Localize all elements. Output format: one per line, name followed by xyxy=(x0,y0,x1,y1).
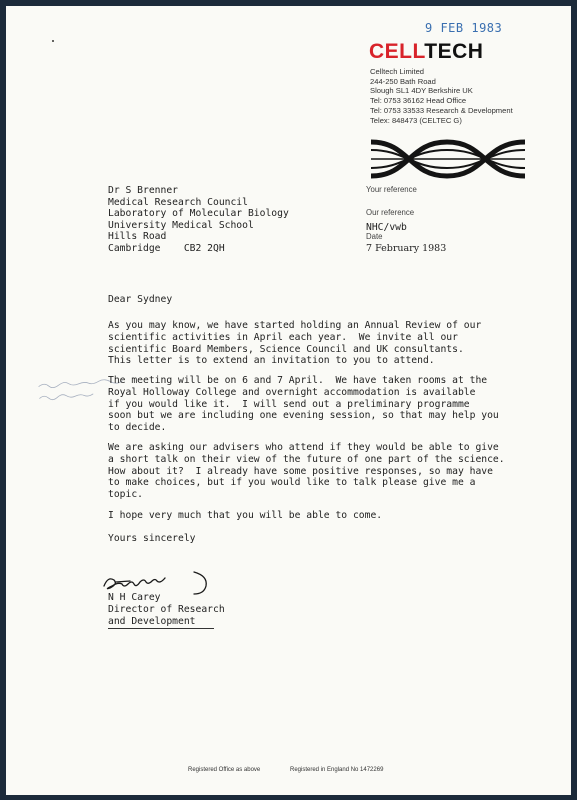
signatory-title-2: and Development xyxy=(108,616,214,629)
address-line: Slough SL1 4DY Berkshire UK xyxy=(370,86,473,96)
paragraph-2: The meeting will be on 6 and 7 April. We have taken rooms at the Royal Holloway College and overnight accommodation is available if you would like it. I will send out a preliminary programme soon but we are including one evening session, so that may help you to decide. xyxy=(108,375,499,434)
recipient-line: Dr S Brenner xyxy=(108,185,178,196)
company-address xyxy=(370,67,513,125)
company-logo xyxy=(369,40,483,64)
recipient-address xyxy=(108,185,289,255)
recipient-line: Medical Research Council xyxy=(108,196,248,208)
your-reference-label: Your reference xyxy=(366,185,417,194)
recipient-line: Cambridge CB2 2QH xyxy=(108,242,225,254)
signatory-name: N H Carey xyxy=(108,592,161,603)
paragraph-4: I hope very much that you will be able to come. xyxy=(108,510,383,521)
salutation: Dear Sydney xyxy=(108,294,173,305)
letter-page xyxy=(6,6,571,795)
received-date-stamp: 9 FEB 1983 xyxy=(425,21,503,35)
logo-black-part: TECH xyxy=(424,40,484,63)
logo-red-part: CELL xyxy=(369,40,425,63)
our-reference-value: NHC/vwb xyxy=(366,222,407,233)
address-line: Celltech Limited xyxy=(370,67,425,76)
recipient-line: Laboratory of Molecular Biology xyxy=(108,208,289,220)
our-reference-label: Our reference xyxy=(366,208,415,217)
recipient-line: University Medical School xyxy=(108,219,254,231)
paragraph-3: We are asking our advisers who attend if they would be able to give a short talk on their view of the future of one part of the science. How about it? I already have some positive responses, so may have to make choices, but if you would like to talk please give me a topic. xyxy=(108,442,505,501)
signatory-title-1: Director of Research xyxy=(108,604,225,615)
footer-registered-office: Registered Office as above xyxy=(188,767,261,773)
letter-date: 7 February 1983 xyxy=(366,243,447,254)
footer-registration-number: Registered in England No 1472269 xyxy=(290,767,384,773)
address-line: Tel: 0753 36162 Head Office xyxy=(370,96,467,106)
closing: Yours sincerely xyxy=(108,533,196,544)
paragraph-1: As you may know, we have started holding an Annual Review of our scientific activities in April each year. We invite all our scientific Board Members, Science Council and UK consultants. This letter is to extend an invitation to you to attend. xyxy=(108,320,482,367)
address-line: Telex: 848473 (CELTEC G) xyxy=(370,115,462,125)
date-label: Date xyxy=(366,232,383,241)
recipient-line: Hills Road xyxy=(108,231,167,243)
address-line: Tel: 0753 33533 Research & Development xyxy=(370,105,513,115)
punch-mark xyxy=(52,40,54,42)
address-line: 244-250 Bath Road xyxy=(370,76,436,86)
helix-logo-graphic xyxy=(369,134,527,184)
